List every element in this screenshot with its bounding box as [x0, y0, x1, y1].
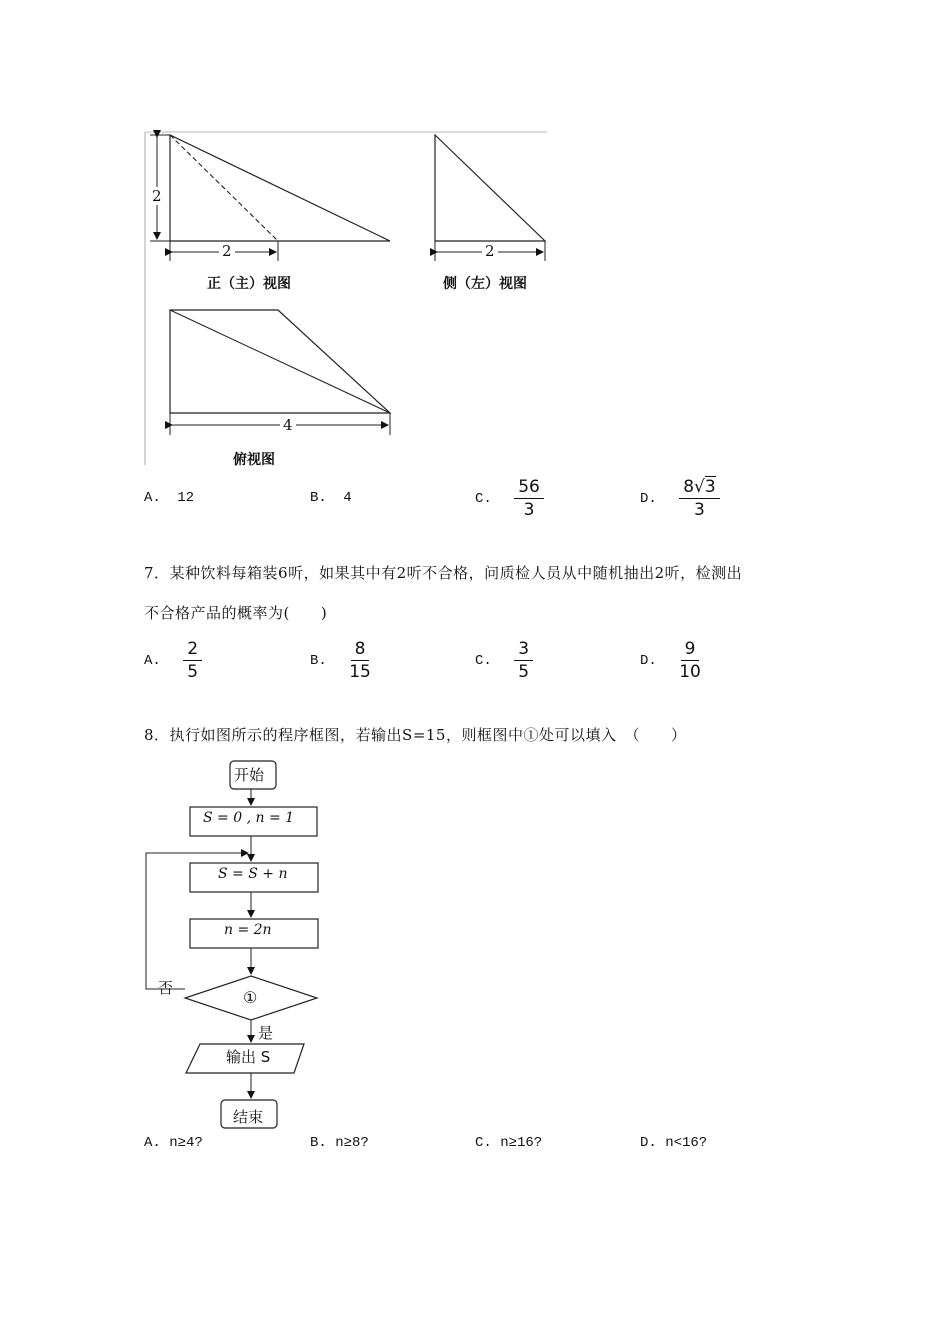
- q7-option-a-fraction: [183, 639, 202, 682]
- q6-option-b-value: 4: [343, 490, 352, 506]
- q7-option-b-key: B.: [310, 653, 327, 670]
- q7-option-a[interactable]: [144, 639, 202, 682]
- q7-option-d[interactable]: [640, 639, 701, 682]
- q6-option-a-key: A.: [144, 490, 161, 506]
- front-view: [150, 135, 390, 261]
- three-view-diagram: [140, 125, 560, 470]
- radical-sign-icon: √: [694, 477, 705, 497]
- q8-option-d[interactable]: D. n<16?: [640, 1135, 708, 1151]
- front-width-label: 2: [219, 242, 235, 260]
- front-height-label: 2: [152, 187, 162, 205]
- flow-start-label: 开始: [234, 766, 265, 784]
- fraction-numerator: 3: [514, 639, 533, 661]
- q6-option-b[interactable]: [310, 490, 352, 506]
- q7-text-line1: 7．某种饮料每箱装6听，如果其中有2听不合格，问质检人员从中随机抽出2听，检测出: [144, 564, 743, 582]
- q6-option-a[interactable]: [144, 490, 194, 506]
- fraction-numerator: 56: [514, 477, 544, 499]
- q7-option-d-fraction: [679, 639, 701, 682]
- q7-option-c-key: C.: [475, 653, 492, 670]
- front-view-caption: 正（主）视图: [207, 276, 291, 292]
- q7-option-d-key: D.: [640, 653, 657, 670]
- q6-option-a-value: 12: [177, 490, 195, 506]
- top-width-label: 4: [280, 416, 296, 434]
- fraction-numerator: 2: [183, 639, 202, 661]
- flow-end-label: 结束: [233, 1108, 264, 1126]
- flow-yes-label: 是: [258, 1024, 274, 1042]
- fraction-numerator: [679, 477, 720, 499]
- q7-option-b[interactable]: [310, 639, 371, 682]
- q8-option-c[interactable]: C. n≥16?: [475, 1135, 543, 1151]
- q8-option-b[interactable]: B. n≥8?: [310, 1135, 369, 1151]
- q6-option-c[interactable]: [475, 477, 544, 520]
- fraction-denominator: 5: [518, 662, 530, 682]
- fraction-denominator: 5: [187, 662, 199, 682]
- top-view-caption: 俯视图: [233, 452, 275, 468]
- fraction-denominator: 3: [523, 500, 535, 520]
- q7-option-c[interactable]: [475, 639, 533, 682]
- fraction-numerator: 8: [351, 639, 370, 661]
- flow-init-label: S = 0 , n = 1: [203, 810, 295, 826]
- radical-coefficient: 8: [683, 477, 695, 497]
- q6-option-d-key: D.: [640, 491, 657, 508]
- q6-option-d-fraction: [679, 477, 720, 520]
- q8-text: 8．执行如图所示的程序框图，若输出S=15，则框图中①处可以填入 （ ）: [144, 726, 687, 744]
- q7-option-c-fraction: [514, 639, 533, 682]
- side-view-caption: 侧（左）视图: [443, 276, 527, 292]
- fraction-numerator: 9: [681, 639, 700, 661]
- flow-sum-label: S = S + n: [218, 866, 288, 882]
- q7-option-b-fraction: [349, 639, 371, 682]
- q6-option-d[interactable]: [640, 477, 720, 520]
- flow-no-label: 否: [158, 979, 174, 997]
- q6-option-c-key: C.: [475, 491, 492, 508]
- radicand: 3: [704, 477, 716, 497]
- q8-option-a[interactable]: A. n≥4?: [144, 1135, 203, 1151]
- q6-option-b-key: B.: [310, 490, 327, 506]
- fraction-denominator: 3: [694, 500, 705, 520]
- side-width-label: 2: [482, 242, 498, 260]
- flow-condition-label: ①: [243, 988, 258, 1007]
- flow-double-label: n = 2n: [224, 922, 272, 938]
- flow-output-label: 输出 S: [226, 1048, 271, 1066]
- q6-option-c-fraction: [514, 477, 544, 520]
- fraction-denominator: 10: [679, 662, 701, 682]
- q7-option-a-key: A.: [144, 653, 161, 670]
- fraction-denominator: 15: [349, 662, 371, 682]
- q7-text-line2: 不合格产品的概率为( ): [144, 604, 328, 622]
